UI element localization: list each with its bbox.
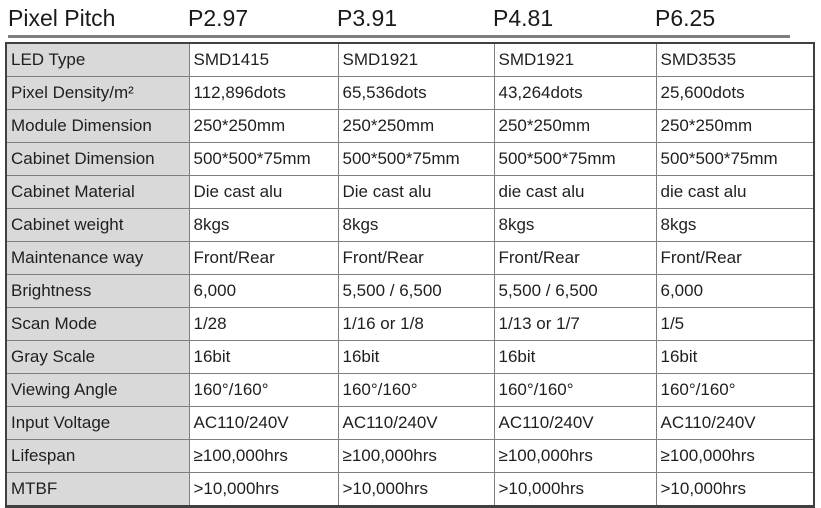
table-row (6, 77, 814, 110)
value-cell: 112,896dots (189, 77, 338, 110)
table-row (6, 242, 814, 275)
row-label: LED Type (6, 43, 189, 77)
value-cell: 500*500*75mm (494, 143, 656, 176)
value-cell: AC110/240V (656, 407, 814, 440)
value-cell: 65,536dots (338, 77, 494, 110)
value-cell: 160°/160° (656, 374, 814, 407)
row-label: Cabinet Material (6, 176, 189, 209)
value-cell: 500*500*75mm (338, 143, 494, 176)
value-cell: ≥100,000hrs (656, 440, 814, 473)
value-cell: 5,500 / 6,500 (494, 275, 656, 308)
value-cell: 500*500*75mm (656, 143, 814, 176)
value-cell: 16bit (189, 341, 338, 374)
value-cell: 250*250mm (338, 110, 494, 143)
row-label: Cabinet weight (6, 209, 189, 242)
header-col-p6-25: P6.25 (655, 5, 716, 31)
row-label: Module Dimension (6, 110, 189, 143)
header-col-p3-91: P3.91 (337, 5, 398, 31)
value-cell: 6,000 (656, 275, 814, 308)
value-cell: AC110/240V (338, 407, 494, 440)
value-cell: AC110/240V (189, 407, 338, 440)
table-row (6, 473, 814, 507)
value-cell: 250*250mm (656, 110, 814, 143)
row-label: MTBF (6, 473, 189, 507)
table-row (6, 143, 814, 176)
value-cell: 16bit (338, 341, 494, 374)
value-cell: Front/Rear (338, 242, 494, 275)
row-label: Lifespan (6, 440, 189, 473)
row-label: Input Voltage (6, 407, 189, 440)
table-row (6, 308, 814, 341)
value-cell: 25,600dots (656, 77, 814, 110)
value-cell: >10,000hrs (338, 473, 494, 507)
row-label: Pixel Density/m² (6, 77, 189, 110)
value-cell: 250*250mm (189, 110, 338, 143)
value-cell: 8kgs (494, 209, 656, 242)
value-cell: ≥100,000hrs (494, 440, 656, 473)
value-cell: 5,500 / 6,500 (338, 275, 494, 308)
row-label: Viewing Angle (6, 374, 189, 407)
value-cell: ≥100,000hrs (338, 440, 494, 473)
value-cell: die cast alu (494, 176, 656, 209)
value-cell: >10,000hrs (494, 473, 656, 507)
header-col-p2-97: P2.97 (188, 5, 249, 31)
table-row (6, 110, 814, 143)
pixel-pitch-header (8, 4, 821, 32)
row-label: Brightness (6, 275, 189, 308)
table-row (6, 43, 814, 77)
value-cell: 16bit (656, 341, 814, 374)
value-cell: 1/5 (656, 308, 814, 341)
table-row (6, 374, 814, 407)
value-cell: 8kgs (189, 209, 338, 242)
value-cell: ≥100,000hrs (189, 440, 338, 473)
value-cell: 1/28 (189, 308, 338, 341)
value-cell: >10,000hrs (189, 473, 338, 507)
header-pixel-pitch-label: Pixel Pitch (8, 5, 116, 31)
value-cell: 500*500*75mm (189, 143, 338, 176)
value-cell: 6,000 (189, 275, 338, 308)
row-label: Gray Scale (6, 341, 189, 374)
header-underline (8, 35, 790, 38)
value-cell: 16bit (494, 341, 656, 374)
table-row (6, 209, 814, 242)
value-cell: Front/Rear (656, 242, 814, 275)
value-cell: 250*250mm (494, 110, 656, 143)
value-cell: Front/Rear (494, 242, 656, 275)
spec-table (5, 42, 815, 508)
row-label: Scan Mode (6, 308, 189, 341)
value-cell: Die cast alu (189, 176, 338, 209)
value-cell: 160°/160° (494, 374, 656, 407)
value-cell: 1/16 or 1/8 (338, 308, 494, 341)
table-row (6, 176, 814, 209)
value-cell: SMD3535 (656, 43, 814, 77)
value-cell: 160°/160° (189, 374, 338, 407)
value-cell: 43,264dots (494, 77, 656, 110)
value-cell: 8kgs (338, 209, 494, 242)
value-cell: SMD1415 (189, 43, 338, 77)
table-row (6, 341, 814, 374)
value-cell: SMD1921 (338, 43, 494, 77)
value-cell: Front/Rear (189, 242, 338, 275)
row-label: Maintenance way (6, 242, 189, 275)
value-cell: SMD1921 (494, 43, 656, 77)
value-cell: 160°/160° (338, 374, 494, 407)
value-cell: AC110/240V (494, 407, 656, 440)
table-row (6, 407, 814, 440)
value-cell: 8kgs (656, 209, 814, 242)
table-row (6, 440, 814, 473)
row-label: Cabinet Dimension (6, 143, 189, 176)
value-cell: 1/13 or 1/7 (494, 308, 656, 341)
value-cell: >10,000hrs (656, 473, 814, 507)
value-cell: Die cast alu (338, 176, 494, 209)
table-row (6, 275, 814, 308)
value-cell: die cast alu (656, 176, 814, 209)
header-col-p4-81: P4.81 (493, 5, 554, 31)
